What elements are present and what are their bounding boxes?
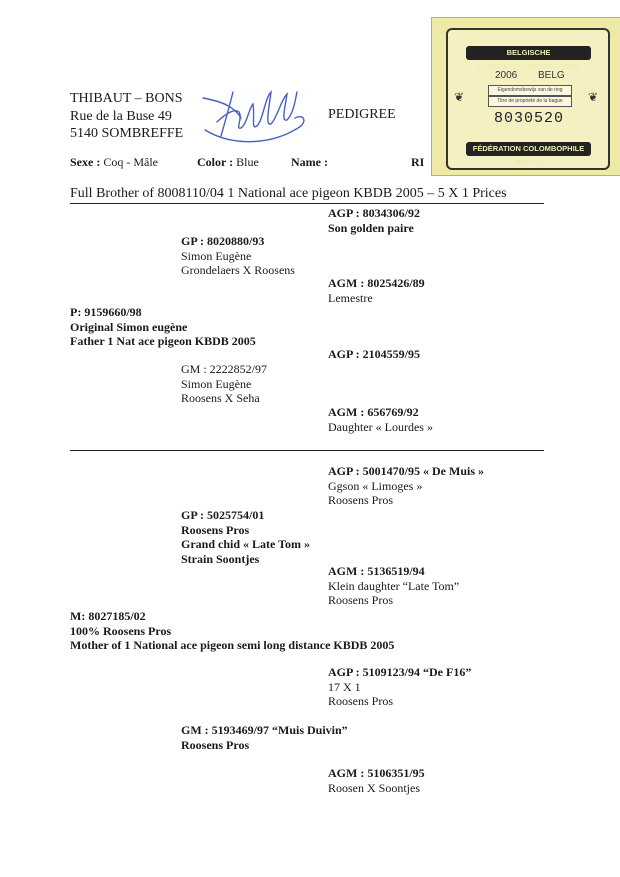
headline-underline: [70, 203, 544, 204]
pigeon-id: AGP : 8034306/92: [328, 206, 420, 220]
pigeon-note: Strain Soontjes: [181, 551, 260, 566]
pigeon-note: Roosens X Seha: [181, 391, 260, 405]
father-agp: [328, 206, 420, 235]
pigeon-note: Roosens Pros: [328, 493, 394, 507]
mother-gp: [181, 508, 310, 566]
pigeon-note: 17 X 1: [328, 679, 361, 694]
crown-ornament-icon: ❦: [454, 90, 465, 104]
mother-agp-2: [328, 665, 471, 709]
pigeon-note: Roosens Pros: [328, 694, 394, 708]
pigeon-note: Klein daughter “Late Tom”: [328, 578, 460, 593]
stamp-top-band: BELGISCHE DUIVENLIEFHEBBERSBOND: [466, 46, 591, 60]
color-value: Blue: [233, 155, 259, 169]
document-title: PEDIGREE: [328, 107, 396, 122]
pigeon-note: Son golden paire: [328, 220, 414, 235]
father-agp-2: [328, 347, 420, 362]
father-agm-2: [328, 405, 433, 434]
stamp-bottom-band: FÉDÉRATION COLOMBOPHILE BELGE: [466, 142, 591, 156]
sex-label: Sexe :: [70, 155, 101, 169]
pigeon-note: 100% Roosens Pros: [70, 623, 172, 638]
color-label: Color :: [197, 155, 234, 169]
pigeon-note: Grand chid « Late Tom »: [181, 537, 311, 551]
section-divider: [70, 450, 544, 451]
owner-city: 5140 SOMBREFFE: [70, 126, 184, 141]
pigeon-note: Simon Eugène: [181, 376, 252, 391]
headline: Full Brother of 8008110/04 1 National ace pigeon KBDB 2005 – 5 X 1 Prices: [70, 186, 507, 201]
stamp-line-2: Titre de propriété de la bague: [488, 96, 572, 107]
pigeon-id: GP : 8020880/93: [181, 234, 265, 248]
pigeon-note: Roosens Pros: [181, 737, 250, 752]
stamp-frame: [446, 28, 610, 170]
pigeon-note: Roosens Pros: [328, 593, 394, 607]
owner-address: Rue de la Buse 49: [70, 109, 172, 124]
pigeon-id: P: 9159660/98: [70, 305, 142, 319]
pigeon-id: GM : 5193469/97 “Muis Duivin”: [181, 723, 348, 737]
pigeon-note: Simon Eugène: [181, 248, 252, 263]
stamp-ring-number: 8030520: [493, 110, 564, 127]
sex-value: Coq - Mâle: [100, 155, 158, 169]
stamp-country: BELG: [538, 70, 565, 81]
owner-name: THIBAUT – BONS: [70, 91, 183, 106]
crown-ornament-icon: ❦: [588, 90, 599, 104]
mother-agm: [328, 564, 459, 608]
father-agm: [328, 276, 425, 305]
signature: [195, 78, 315, 150]
pigeon-id: M: 8027185/02: [70, 609, 146, 623]
ring-label: RI: [411, 155, 425, 169]
pigeon-note: Roosen X Soontjes: [328, 780, 421, 795]
father-p: [70, 305, 256, 349]
pigeon-note: Ggson « Limoges »: [328, 478, 423, 493]
pigeon-id: AGP : 5001470/95 « De Muis »: [328, 464, 484, 478]
pigeon-id: AGM : 8025426/89: [328, 276, 425, 290]
stamp-line-1: Eigendomsbewijs van de ring: [488, 85, 572, 96]
pigeon-id: AGM : 656769/92: [328, 405, 419, 419]
pigeon-note: Original Simon eugène: [70, 319, 188, 334]
father-gp: [181, 234, 295, 278]
father-gm: [181, 362, 267, 406]
sex-field: [70, 155, 158, 170]
pigeon-id: AGM : 5106351/95: [328, 766, 425, 780]
pigeon-id: GP : 5025754/01: [181, 508, 265, 522]
pigeon-note: Daughter « Lourdes »: [328, 419, 433, 434]
name-label: Name :: [291, 155, 328, 169]
ring-ownership-stamp: [431, 17, 620, 176]
mother-gm: [181, 723, 348, 752]
mother-m: [70, 609, 394, 653]
color-field: [197, 155, 259, 170]
pigeon-note: Lemestre: [328, 290, 373, 305]
stamp-year: 2006: [495, 70, 518, 81]
pigeon-note: Father 1 Nat ace pigeon KBDB 2005: [70, 334, 256, 348]
pigeon-id: AGP : 2104559/95: [328, 347, 420, 361]
pigeon-note: Grondelaers X Roosens: [181, 263, 295, 277]
pigeon-note: Mother of 1 National ace pigeon semi long distance KBDB 2005: [70, 638, 395, 652]
mother-agm-2: [328, 766, 425, 795]
pigeon-id: GM : 2222852/97: [181, 362, 268, 376]
pigeon-id: AGP : 5109123/94 “De F16”: [328, 665, 472, 679]
pigeon-id: AGM : 5136519/94: [328, 564, 425, 578]
pigeon-note: Roosens Pros: [181, 522, 250, 537]
mother-agp: [328, 464, 484, 508]
